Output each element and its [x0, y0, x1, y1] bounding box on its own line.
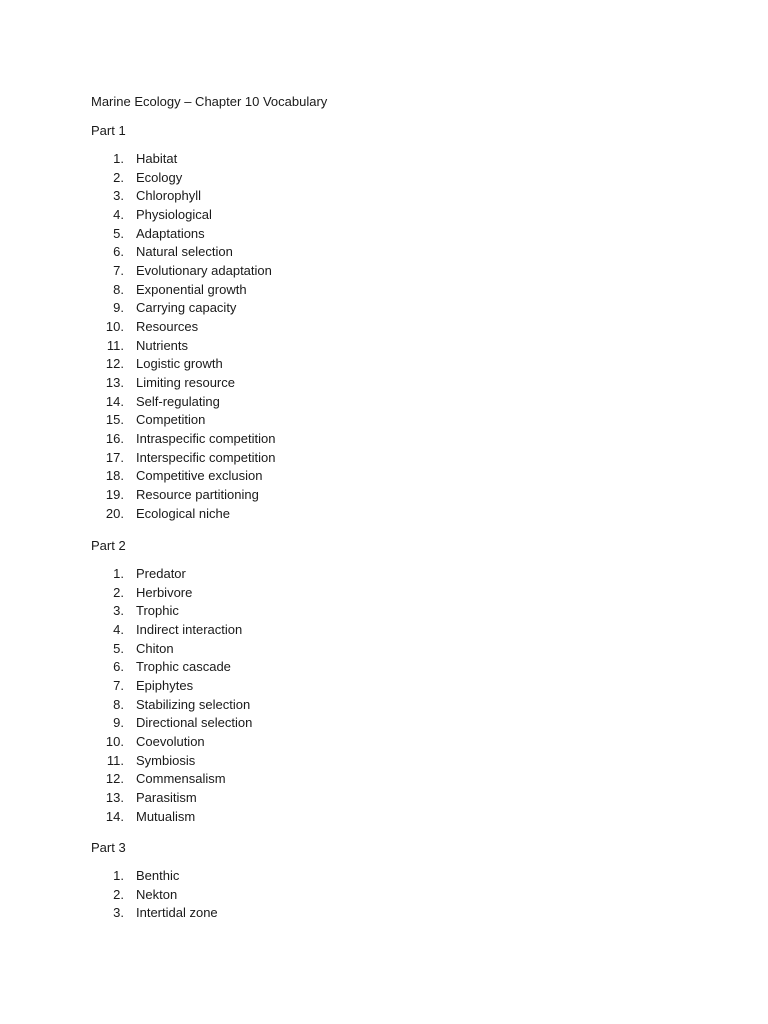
vocab-term: Nekton [136, 886, 178, 902]
vocab-term: Coevolution [136, 734, 205, 750]
list-item [0, 187, 500, 206]
list-item [0, 584, 500, 603]
list-item-number: 3. [113, 603, 124, 619]
list-item-number: 7. [113, 678, 124, 694]
list-item [0, 696, 500, 715]
vocab-term: Herbivore [136, 584, 193, 600]
list-item-number: 2. [113, 886, 124, 902]
list-item [0, 640, 500, 659]
list-item-number: 14. [105, 393, 124, 409]
list-item-number: 16. [105, 431, 124, 447]
list-item [0, 281, 500, 300]
list-item [0, 505, 500, 524]
vocab-term: Exponential growth [136, 281, 247, 297]
vocab-term: Limiting resource [136, 375, 235, 391]
list-item-number: 5. [113, 640, 124, 656]
list-item [0, 430, 500, 449]
list-item [0, 411, 500, 430]
list-item-number: 1. [113, 566, 124, 581]
list-item [0, 262, 500, 281]
list-item-number: 8. [113, 696, 124, 712]
vocab-term: Commensalism [136, 771, 226, 787]
vocab-term: Benthic [136, 868, 180, 883]
list-item-number: 12. [105, 356, 124, 372]
list-item [0, 374, 500, 393]
list-item [0, 733, 500, 752]
list-item-number: 1. [113, 868, 124, 883]
list-item [0, 243, 500, 262]
vocab-term: Stabilizing selection [136, 696, 251, 712]
vocab-term: Epiphytes [136, 678, 194, 694]
list-item-number: 5. [113, 225, 124, 241]
list-item-number: 4. [113, 207, 124, 223]
list-item [0, 714, 500, 733]
list-item-number: 6. [113, 659, 124, 675]
list-item [0, 225, 500, 244]
vocab-term: Chiton [136, 640, 174, 656]
list-item-number: 15. [105, 412, 124, 428]
list-item-number: 4. [113, 622, 124, 638]
vocab-term: Habitat [136, 151, 178, 166]
list-item-number: 10. [105, 319, 124, 335]
list-item-number: 9. [113, 300, 124, 316]
list-item-number: 2. [113, 169, 124, 185]
list-item [0, 150, 500, 169]
document-title: Marine Ecology – Chapter 10 Vocabulary [91, 94, 328, 109]
vocab-term: Evolutionary adaptation [136, 263, 272, 279]
list-item-number: 19. [105, 487, 124, 503]
vocab-term: Nutrients [136, 337, 189, 353]
list-item [0, 565, 500, 584]
vocab-term: Natural selection [136, 244, 233, 260]
part-heading: Part 2 [91, 538, 126, 553]
vocab-term: Logistic growth [136, 356, 223, 372]
list-item [0, 808, 500, 827]
vocab-term: Indirect interaction [136, 622, 243, 638]
list-item [0, 169, 500, 188]
list-item [0, 621, 500, 640]
list-item-number: 11. [106, 337, 124, 353]
vocab-term: Interspecific competition [136, 449, 276, 465]
list-item-number: 2. [113, 584, 124, 600]
list-item [0, 677, 500, 696]
vocab-term: Physiological [136, 207, 212, 223]
vocab-list [0, 150, 500, 523]
part-heading: Part 1 [91, 123, 126, 138]
list-item [0, 886, 500, 905]
vocab-term: Predator [136, 566, 186, 581]
part-heading: Part 3 [91, 840, 126, 855]
list-item [0, 318, 500, 337]
list-item [0, 393, 500, 412]
list-item-number: 20. [105, 505, 124, 521]
list-item [0, 770, 500, 789]
list-item [0, 867, 500, 886]
list-item-number: 12. [105, 771, 124, 787]
list-item [0, 467, 500, 486]
vocab-term: Competitive exclusion [136, 468, 263, 484]
list-item [0, 337, 500, 356]
list-item-number: 3. [113, 905, 124, 921]
list-item-number: 8. [113, 281, 124, 297]
vocab-term: Intraspecific competition [136, 431, 276, 447]
list-item [0, 904, 500, 923]
vocab-term: Ecology [136, 169, 183, 185]
list-item-number: 17. [105, 449, 124, 465]
list-item [0, 355, 500, 374]
vocab-term: Chlorophyll [136, 188, 202, 204]
list-item-number: 1. [113, 151, 124, 166]
list-item [0, 752, 500, 771]
list-item [0, 206, 500, 225]
list-item-number: 10. [105, 734, 124, 750]
vocab-list [0, 867, 500, 923]
list-item-number: 9. [113, 715, 124, 731]
vocab-list [0, 565, 500, 826]
vocab-term: Competition [136, 412, 206, 428]
vocab-term: Ecological niche [136, 505, 230, 521]
vocab-term: Trophic [136, 603, 179, 619]
vocab-term: Adaptations [136, 225, 205, 241]
list-item [0, 449, 500, 468]
vocab-term: Resource partitioning [136, 487, 259, 503]
list-item-number: 6. [113, 244, 124, 260]
vocab-term: Self-regulating [136, 393, 220, 409]
list-item-number: 7. [113, 263, 124, 279]
list-item [0, 602, 500, 621]
vocab-term: Symbiosis [136, 752, 196, 768]
list-item-number: 14. [105, 808, 124, 824]
list-item [0, 789, 500, 808]
vocab-term: Intertidal zone [136, 905, 218, 921]
list-item [0, 658, 500, 677]
list-item-number: 13. [105, 790, 124, 806]
vocab-term: Resources [136, 319, 199, 335]
list-item-number: 13. [105, 375, 124, 391]
vocab-term: Trophic cascade [136, 659, 231, 675]
list-item [0, 299, 500, 318]
list-item-number: 18. [105, 468, 124, 484]
vocab-term: Parasitism [136, 790, 197, 806]
list-item-number: 11. [106, 752, 124, 768]
vocab-term: Carrying capacity [136, 300, 237, 316]
vocab-term: Mutualism [136, 808, 196, 824]
list-item [0, 486, 500, 505]
list-item-number: 3. [113, 188, 124, 204]
vocab-term: Directional selection [136, 715, 253, 731]
